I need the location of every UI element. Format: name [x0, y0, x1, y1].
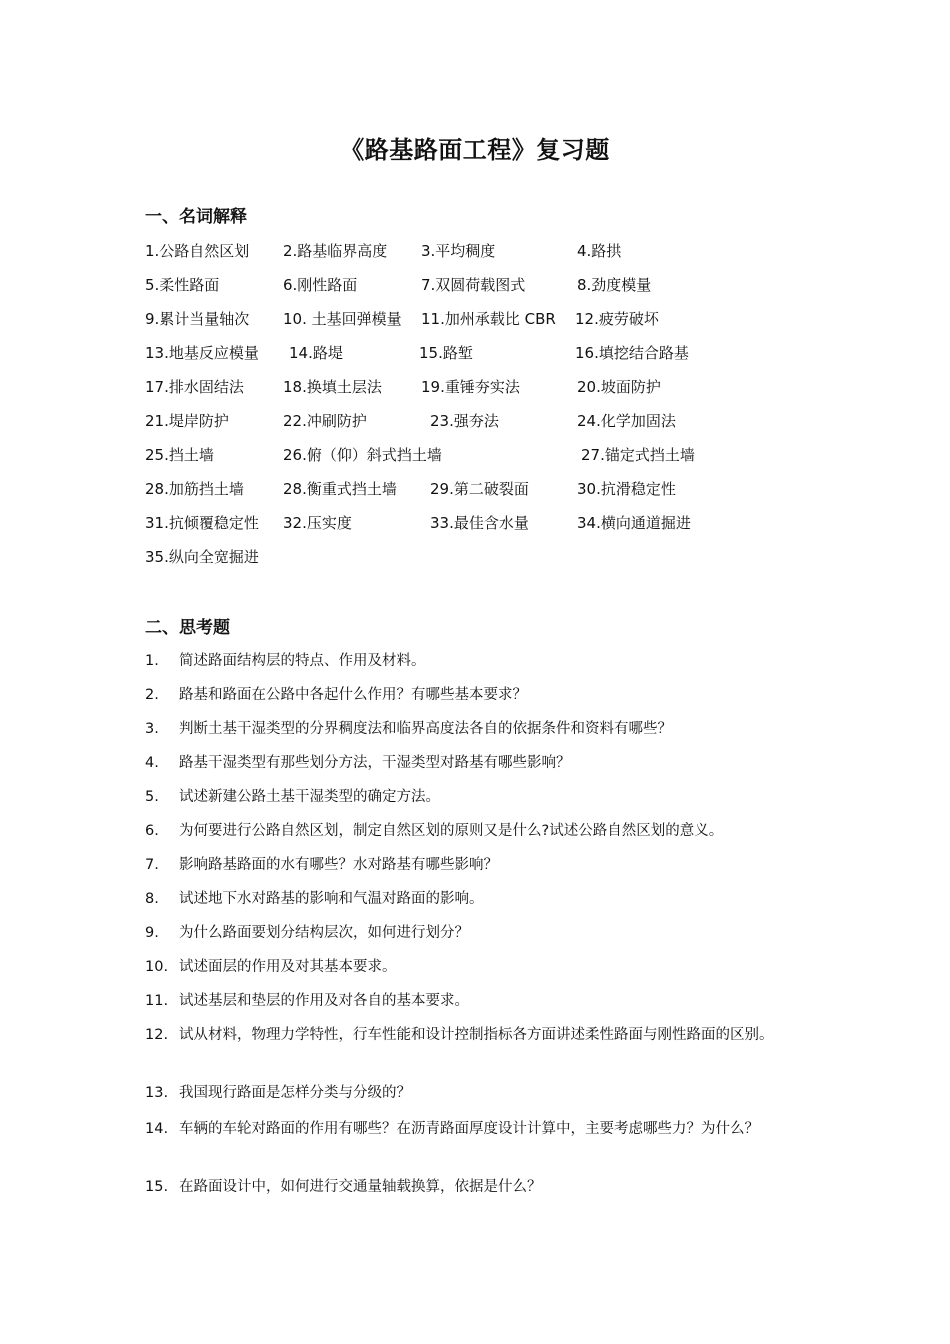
term-item: 3.平均稠度 [421, 242, 496, 260]
page-title: 《路基路面工程》复习题 [340, 136, 610, 164]
term-item: 1.公路自然区划 [145, 242, 250, 260]
question-number: 4. [145, 755, 159, 771]
term-item: 10. 土基回弹模量 [283, 310, 402, 328]
question-text: 判断土基干湿类型的分界稠度法和临界高度法各自的依据条件和资料有哪些？ [179, 721, 672, 737]
question-text: 为什么路面要划分结构层次，如何进行划分？ [179, 925, 469, 941]
term-item: 17.排水固结法 [145, 378, 244, 396]
term-item: 29.第二破裂面 [430, 480, 529, 498]
question-number: 14. [145, 1121, 169, 1137]
term-item: 20.坡面防护 [577, 378, 661, 396]
term-item: 19.重锤夯实法 [421, 378, 520, 396]
term-item: 12.疲劳破坏 [575, 310, 659, 328]
question-number: 9. [145, 925, 159, 941]
term-item: 5.柔性路面 [145, 276, 220, 294]
term-item: 8.劲度模量 [577, 276, 652, 294]
question-number: 13. [145, 1085, 169, 1101]
term-item: 27.锚定式挡土墙 [581, 446, 695, 464]
term-item: 28.加筋挡土墙 [145, 480, 244, 498]
term-item: 11.加州承载比 CBR [421, 310, 556, 328]
term-item: 18.换填土层法 [283, 378, 382, 396]
question-number: 15. [145, 1179, 169, 1195]
question-text: 路基干湿类型有那些划分方法，干湿类型对路基有哪些影响？ [179, 755, 571, 771]
term-item: 30.抗滑稳定性 [577, 480, 676, 498]
term-item: 2.路基临界高度 [283, 242, 388, 260]
term-item: 31.抗倾覆稳定性 [145, 514, 259, 532]
question-text: 试述基层和垫层的作用及对各自的基本要求。 [179, 993, 469, 1009]
question-number: 1. [145, 653, 159, 669]
question-number: 2. [145, 687, 159, 703]
question-text: 试从材料，物理力学特性，行车性能和设计控制指标各方面讲述柔性路面与刚性路面的区别。 [179, 1027, 774, 1043]
question-number: 12. [145, 1027, 169, 1043]
question-number: 6. [145, 823, 159, 839]
question-text: 路基和路面在公路中各起什么作用？有哪些基本要求？ [179, 687, 527, 703]
question-number: 3. [145, 721, 159, 737]
question-text: 试述地下水对路基的影响和气温对路面的影响。 [179, 891, 484, 907]
term-item: 6.刚性路面 [283, 276, 358, 294]
term-item: 13.地基反应模量 [145, 344, 259, 362]
question-number: 7. [145, 857, 159, 873]
term-item: 35.纵向全宽掘进 [145, 548, 259, 566]
term-item: 26.俯（仰）斜式挡土墙 [283, 446, 442, 464]
term-item: 32.压实度 [283, 514, 352, 532]
term-item: 23.强夯法 [430, 412, 499, 430]
question-number: 11. [145, 993, 169, 1009]
question-text: 在路面设计中，如何进行交通量轴载换算，依据是什么？ [179, 1179, 542, 1195]
question-text: 为何要进行公路自然区划，制定自然区划的原则又是什么?试述公路自然区划的意义。 [179, 823, 724, 839]
question-text: 试述面层的作用及对其基本要求。 [179, 959, 397, 975]
term-item: 34.横向通道掘进 [577, 514, 691, 532]
term-item: 22.冲刷防护 [283, 412, 367, 430]
term-item: 15.路堑 [419, 344, 473, 362]
question-text: 我国现行路面是怎样分类与分级的？ [179, 1085, 411, 1101]
term-item: 21.堤岸防护 [145, 412, 229, 430]
term-item: 16.填挖结合路基 [575, 344, 689, 362]
question-number: 5. [145, 789, 159, 805]
term-item: 25.挡土墙 [145, 446, 214, 464]
question-text: 影响路基路面的水有哪些？水对路基有哪些影响？ [179, 857, 498, 873]
section-heading-terms: 一、名词解释 [145, 207, 247, 227]
section-heading-questions: 二、思考题 [145, 618, 230, 638]
term-item: 24.化学加固法 [577, 412, 676, 430]
question-number: 10. [145, 959, 169, 975]
term-item: 9.累计当量轴次 [145, 310, 250, 328]
question-number: 8. [145, 891, 159, 907]
question-text: 试述新建公路土基干湿类型的确定方法。 [179, 789, 440, 805]
term-item: 7.双圆荷载图式 [421, 276, 526, 294]
term-item: 33.最佳含水量 [430, 514, 529, 532]
question-text: 简述路面结构层的特点、作用及材料。 [179, 653, 426, 669]
term-item: 4.路拱 [577, 242, 622, 260]
term-item: 14.路堤 [289, 344, 343, 362]
question-text: 车辆的车轮对路面的作用有哪些？在沥青路面厚度设计计算中，主要考虑哪些力？为什么？ [179, 1121, 759, 1137]
term-item: 28.衡重式挡土墙 [283, 480, 397, 498]
